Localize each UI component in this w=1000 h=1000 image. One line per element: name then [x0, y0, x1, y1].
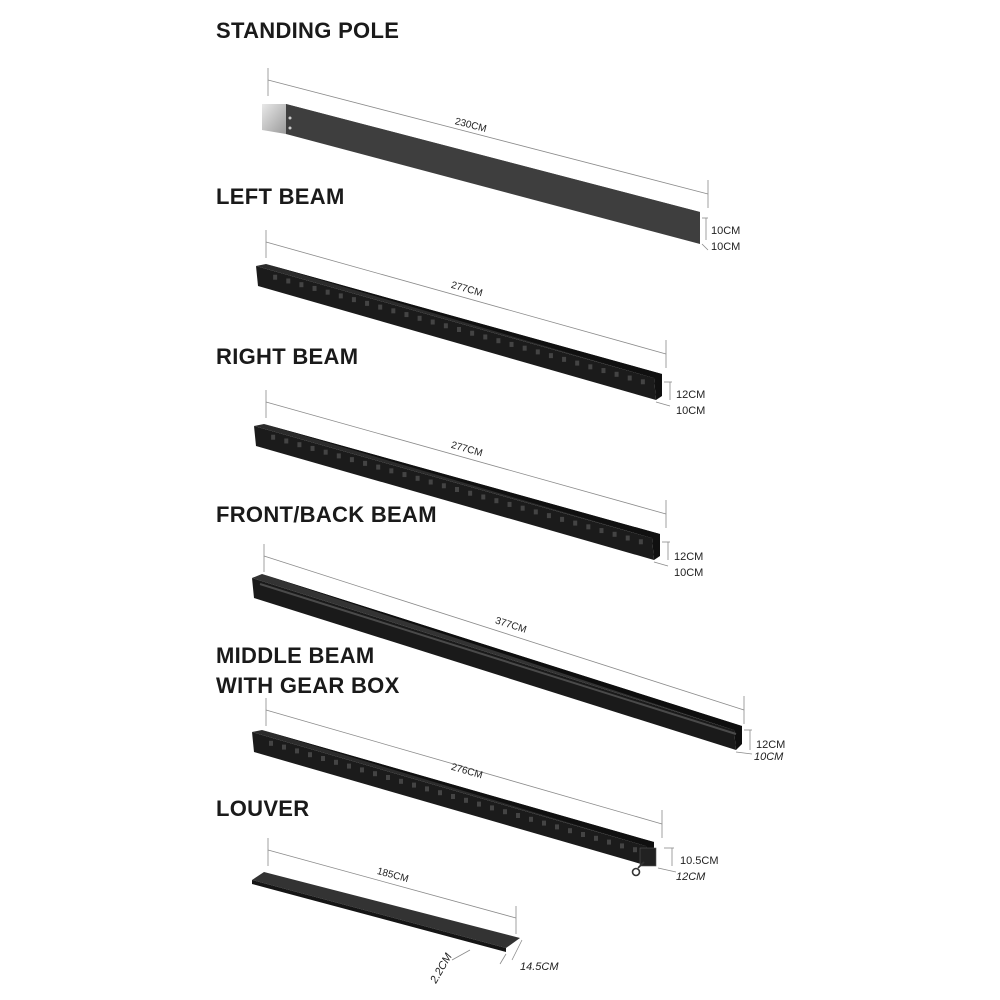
- beam-tooth: [339, 293, 343, 298]
- beam-tooth: [373, 771, 377, 776]
- beam-tooth: [334, 760, 338, 765]
- beam-tooth: [444, 323, 448, 328]
- beam-tooth: [269, 741, 273, 746]
- beam-tooth: [628, 376, 632, 381]
- pole-section-dimension: [702, 218, 708, 250]
- louver-thickness-label: 2.2CM: [428, 951, 455, 986]
- middle-beam-height-label: 10.5CM: [680, 855, 719, 867]
- beam-tooth: [599, 528, 603, 533]
- beam-tooth: [271, 435, 275, 440]
- beam-tooth: [299, 282, 303, 287]
- middle-beam-teeth: [269, 741, 637, 852]
- beam-tooth: [347, 764, 351, 769]
- beam-tooth: [594, 836, 598, 841]
- beam-tooth: [581, 832, 585, 837]
- beam-tooth: [391, 308, 395, 313]
- beam-tooth: [615, 372, 619, 377]
- beam-tooth: [613, 532, 617, 537]
- beam-tooth: [549, 353, 553, 358]
- beam-tooth: [451, 794, 455, 799]
- part-title-right-beam: RIGHT BEAM: [216, 344, 359, 369]
- part-title-middle-beam-line2: WITH GEAR BOX: [216, 673, 400, 698]
- beam-tooth: [399, 779, 403, 784]
- beam-tooth: [536, 349, 540, 354]
- beam-tooth: [425, 786, 429, 791]
- beam-tooth: [402, 472, 406, 477]
- beam-tooth: [568, 828, 572, 833]
- beam-tooth: [286, 278, 290, 283]
- front-back-beam-groove: [260, 584, 736, 734]
- beam-tooth: [483, 334, 487, 339]
- middle-beam-section-dimension: [658, 848, 676, 872]
- beam-tooth: [529, 817, 533, 822]
- beam-tooth: [464, 798, 468, 803]
- pole-length-label: 230CM: [453, 116, 488, 135]
- beam-tooth: [363, 461, 367, 466]
- middle-beam-width-label: 12CM: [676, 871, 706, 883]
- beam-tooth: [633, 847, 637, 852]
- beam-tooth: [588, 364, 592, 369]
- beam-tooth: [521, 506, 525, 511]
- beam-tooth: [547, 513, 551, 518]
- left-beam-height-label: 12CM: [676, 389, 706, 401]
- beam-tooth: [389, 468, 393, 473]
- beam-tooth: [490, 805, 494, 810]
- beam-tooth: [575, 361, 579, 366]
- beam-tooth: [560, 517, 564, 522]
- beam-tooth: [337, 453, 341, 458]
- front-back-beam-height-label: 12CM: [756, 739, 786, 751]
- beam-tooth: [297, 442, 301, 447]
- beam-tooth: [555, 824, 559, 829]
- beam-tooth: [470, 331, 474, 336]
- beam-tooth: [641, 379, 645, 384]
- left-beam-length-label: 277CM: [449, 279, 484, 300]
- beam-tooth: [508, 502, 512, 507]
- part-title-front-back-beam: FRONT/BACK BEAM: [216, 502, 437, 527]
- middle-beam-length-label: 276CM: [449, 761, 484, 782]
- beam-tooth: [321, 756, 325, 761]
- right-beam-length-label: 277CM: [449, 439, 484, 460]
- louver-length-label: 185CM: [375, 866, 410, 886]
- beam-tooth: [626, 536, 630, 541]
- beam-tooth: [429, 480, 433, 485]
- front-back-beam-length-dimension: [264, 544, 744, 724]
- beam-tooth: [503, 809, 507, 814]
- beam-tooth: [477, 802, 481, 807]
- beam-tooth: [438, 790, 442, 795]
- pole-end-cap: [262, 104, 286, 134]
- louver-width-label: 14.5CM: [520, 961, 559, 973]
- beam-tooth: [365, 301, 369, 306]
- pole-width-label: 10CM: [711, 225, 741, 237]
- front-back-beam-width-label: 10CM: [754, 751, 784, 763]
- beam-tooth: [431, 320, 435, 325]
- beam-tooth: [282, 745, 286, 750]
- beam-tooth: [308, 752, 312, 757]
- beam-tooth: [510, 342, 514, 347]
- beam-tooth: [601, 368, 605, 373]
- beam-tooth: [481, 494, 485, 499]
- beam-tooth: [412, 783, 416, 788]
- front-back-beam-length-label: 377CM: [493, 615, 528, 636]
- part-title-middle-beam-line1: MIDDLE BEAM: [216, 643, 375, 668]
- beam-tooth: [542, 821, 546, 826]
- beam-tooth: [326, 290, 330, 295]
- beam-tooth: [457, 327, 461, 332]
- beam-tooth: [416, 476, 420, 481]
- beam-tooth: [468, 491, 472, 496]
- pole-bolt: [289, 117, 292, 120]
- beam-tooth: [378, 305, 382, 310]
- beam-tooth: [496, 338, 500, 343]
- beam-tooth: [573, 521, 577, 526]
- louver-edge: [252, 880, 506, 952]
- beam-tooth: [273, 275, 277, 280]
- beam-tooth: [562, 357, 566, 362]
- beam-tooth: [284, 438, 288, 443]
- beam-tooth: [455, 487, 459, 492]
- louver: [252, 872, 520, 952]
- beam-tooth: [516, 813, 520, 818]
- louver-top-face: [252, 872, 520, 948]
- pole-depth-label: 10CM: [711, 241, 741, 253]
- beam-tooth: [442, 483, 446, 488]
- beam-tooth: [404, 312, 408, 317]
- beam-tooth: [620, 843, 624, 848]
- pole-bolt: [289, 127, 292, 130]
- beam-tooth: [352, 297, 356, 302]
- beam-tooth: [418, 316, 422, 321]
- beam-tooth: [494, 498, 498, 503]
- beam-tooth: [607, 840, 611, 845]
- beam-tooth: [376, 465, 380, 470]
- beam-tooth: [295, 748, 299, 753]
- left-beam-width-label: 10CM: [676, 405, 706, 417]
- part-title-standing-pole: STANDING POLE: [216, 18, 400, 43]
- beam-tooth: [313, 286, 317, 291]
- beam-tooth: [639, 539, 643, 544]
- beam-tooth: [386, 775, 390, 780]
- beam-tooth: [534, 509, 538, 514]
- beam-tooth: [360, 767, 364, 772]
- middle-beam-front-face: [252, 732, 648, 866]
- right-beam-height-label: 12CM: [674, 551, 704, 563]
- part-title-left-beam: LEFT BEAM: [216, 184, 345, 209]
- beam-tooth: [324, 450, 328, 455]
- front-back-beam: [252, 574, 742, 750]
- beam-tooth: [311, 446, 315, 451]
- right-beam-width-label: 10CM: [674, 567, 704, 579]
- part-title-louver: LOUVER: [216, 796, 310, 821]
- middle-beam: [252, 730, 656, 876]
- beam-tooth: [350, 457, 354, 462]
- gear-box-crank: [633, 869, 640, 876]
- beam-tooth: [523, 346, 527, 351]
- beam-tooth: [586, 524, 590, 529]
- pole-front-face: [286, 104, 700, 244]
